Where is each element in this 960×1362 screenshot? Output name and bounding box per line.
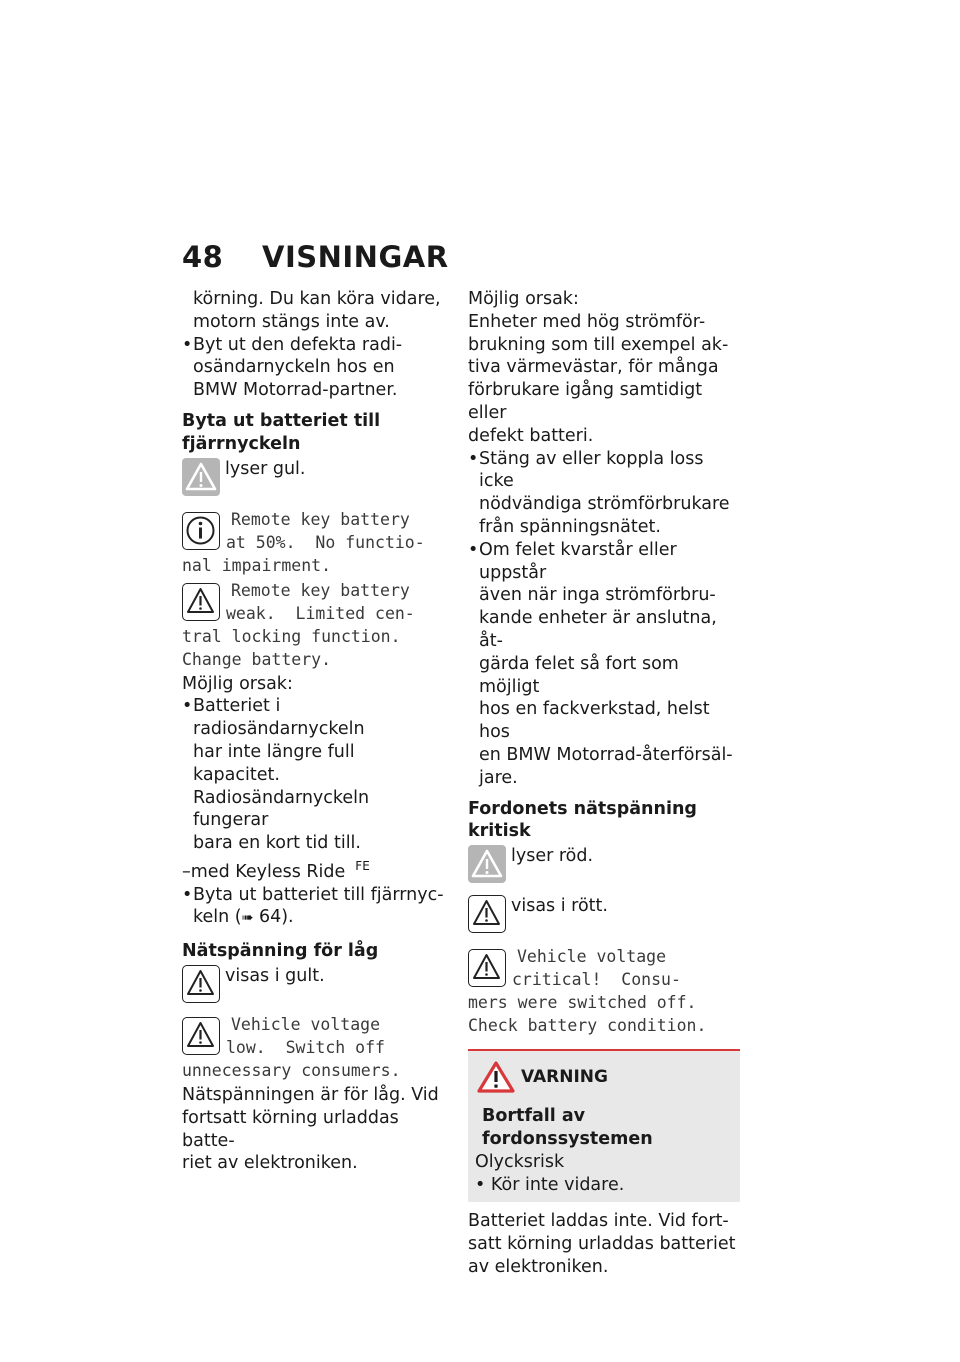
warning-triangle-icon [468, 845, 506, 883]
keyless-text: –med Keyless Ride [182, 861, 346, 882]
warning-triangle-icon [182, 965, 220, 1003]
bullet-replace-battery [182, 884, 447, 931]
message-line: Remote key battery [231, 580, 410, 600]
warning-title: VARNING [521, 1066, 608, 1087]
text-line: BMW Motorrad-partner. [193, 380, 398, 401]
lamp-yellow-text: lyser gul. [225, 458, 306, 479]
text-line: • Byt ut den defekta radi- [193, 334, 403, 355]
text-line: • Byta ut batteriet till fjärrnyc- [193, 884, 444, 905]
text-line: fortsatt körning urladdas batte- [182, 1107, 399, 1151]
keyless-superscript: FE [355, 858, 370, 873]
text-line: en BMW Motorrad-återförsäl- [479, 744, 733, 765]
heading-battery [182, 410, 447, 456]
text-line: förbrukare igång samtidigt eller [468, 380, 703, 423]
message-line: Change battery. [182, 649, 332, 669]
text-line: defekt batteri. [468, 425, 594, 446]
text-line: satt körning urladdas batteriet [468, 1234, 736, 1255]
text-line: riet av elektroniken. [182, 1153, 358, 1174]
warning-risk: Olycksrisk [475, 1151, 565, 1172]
text-line: jare. [479, 767, 518, 788]
arrow-right-icon: ➠ [241, 910, 254, 927]
warning-title-row [475, 1061, 733, 1093]
text-line: bara en kort tid till. [193, 833, 361, 854]
cause-label: Möjlig orsak: [468, 289, 579, 309]
cause-description [468, 311, 740, 448]
text-line: Enheter med hög strömför- [468, 311, 706, 332]
heading-line: fjärrnyckeln [182, 433, 301, 454]
warning-triangle-icon [468, 949, 506, 987]
bullet-replace-key [182, 334, 447, 402]
text-line: har inte längre full kapacitet. [193, 741, 355, 785]
message-line: tral locking function. [182, 626, 401, 646]
bullet-battery-capacity [182, 695, 447, 855]
heading-line: Byta ut batteriet till [182, 410, 381, 431]
message-voltage-critical [468, 945, 740, 1037]
message-line: low. Switch off [226, 1037, 385, 1057]
intro-line: körning. Du kan köra vidare, [193, 289, 441, 309]
text-line: brukning som till exempel ak- [468, 334, 729, 355]
left-column [182, 288, 447, 1175]
text-line: • Stäng av eller koppla loss icke [479, 448, 704, 492]
heading-low-voltage: Nätspänning för låg [182, 941, 379, 962]
text-part: ). [281, 907, 294, 928]
page-header [182, 240, 449, 274]
warning-triangle-icon [182, 583, 220, 621]
red-warning-triangle-icon [477, 1061, 521, 1093]
message-line: Remote key battery [231, 509, 410, 529]
message-remote-key-weak [182, 579, 447, 671]
message-line: at 50%. No functio- [226, 532, 425, 552]
message-line: critical! Consu- [512, 970, 681, 990]
closing-text [468, 1210, 740, 1278]
message-line: Vehicle voltage [517, 947, 667, 967]
message-voltage-low [182, 1013, 447, 1082]
warning-subtitle: Bortfall av fordonssystemen [482, 1106, 653, 1149]
text-line: Radiosändarnyckeln fungerar [193, 787, 370, 831]
message-line: Vehicle voltage [231, 1014, 381, 1034]
cause-label: Möjlig orsak: [182, 673, 293, 694]
right-column [468, 288, 740, 1279]
bullet-switch-off [468, 448, 740, 539]
message-line: mers were switched off. [468, 993, 697, 1013]
message-line: nal impairment. [182, 555, 332, 575]
text-part: keln ( [193, 907, 242, 928]
lamp-red-text: lyser röd. [511, 846, 594, 867]
intro-line: motorn stängs inte av. [193, 311, 390, 332]
lamp-red-row [468, 845, 740, 883]
text-line: Batteriet laddas inte. Vid fort- [468, 1211, 729, 1232]
text-line: även när inga strömförbru- [479, 585, 716, 606]
heading-critical-voltage: Fordonets nätspänning kritisk [468, 798, 697, 842]
text-line: nödvändiga strömförbrukare [479, 494, 730, 515]
keyless-line [182, 855, 447, 884]
shown-red-text: visas i rött. [511, 896, 608, 917]
warning-action: • Kör inte vidare. [475, 1174, 625, 1195]
text-line: tiva värmevästar, för många [468, 357, 719, 378]
lamp-yellow-row [182, 458, 447, 496]
message-remote-key-50 [182, 508, 447, 577]
message-line: Check battery condition. [468, 1016, 707, 1036]
text-line: hos en fackverkstad, helst hos [479, 699, 710, 743]
shown-red-row [468, 895, 740, 933]
text-line: gärda felet så fort som möjligt [479, 653, 679, 697]
warning-box [468, 1049, 740, 1202]
warning-triangle-icon [182, 458, 220, 496]
info-icon [182, 512, 220, 550]
shown-yellow-row [182, 965, 447, 1003]
page-title: VISNINGAR [262, 240, 449, 274]
text-line: osändarnyckeln hos en [193, 357, 395, 378]
low-voltage-description [182, 1084, 447, 1175]
text-line: • Om felet kvarstår eller uppstår [479, 539, 677, 583]
page-reference-link[interactable]: 64 [258, 907, 282, 928]
page-number: 48 [182, 240, 224, 274]
warning-triangle-icon [182, 1017, 220, 1055]
message-line: weak. Limited cen- [226, 603, 415, 623]
text-line: från spänningsnätet. [479, 516, 661, 537]
message-line: unnecessary consumers. [182, 1060, 401, 1080]
warning-triangle-icon [468, 895, 506, 933]
bullet-persists [468, 539, 740, 790]
text-line: Nätspänningen är för låg. Vid [182, 1084, 439, 1105]
text-line: av elektroniken. [468, 1256, 609, 1277]
text-line: • Batteriet i radiosändarnyckeln [193, 696, 365, 740]
text-line [193, 906, 447, 930]
text-line: kande enheter är anslutna, åt- [479, 608, 717, 651]
shown-yellow-text: visas i gult. [225, 965, 325, 986]
